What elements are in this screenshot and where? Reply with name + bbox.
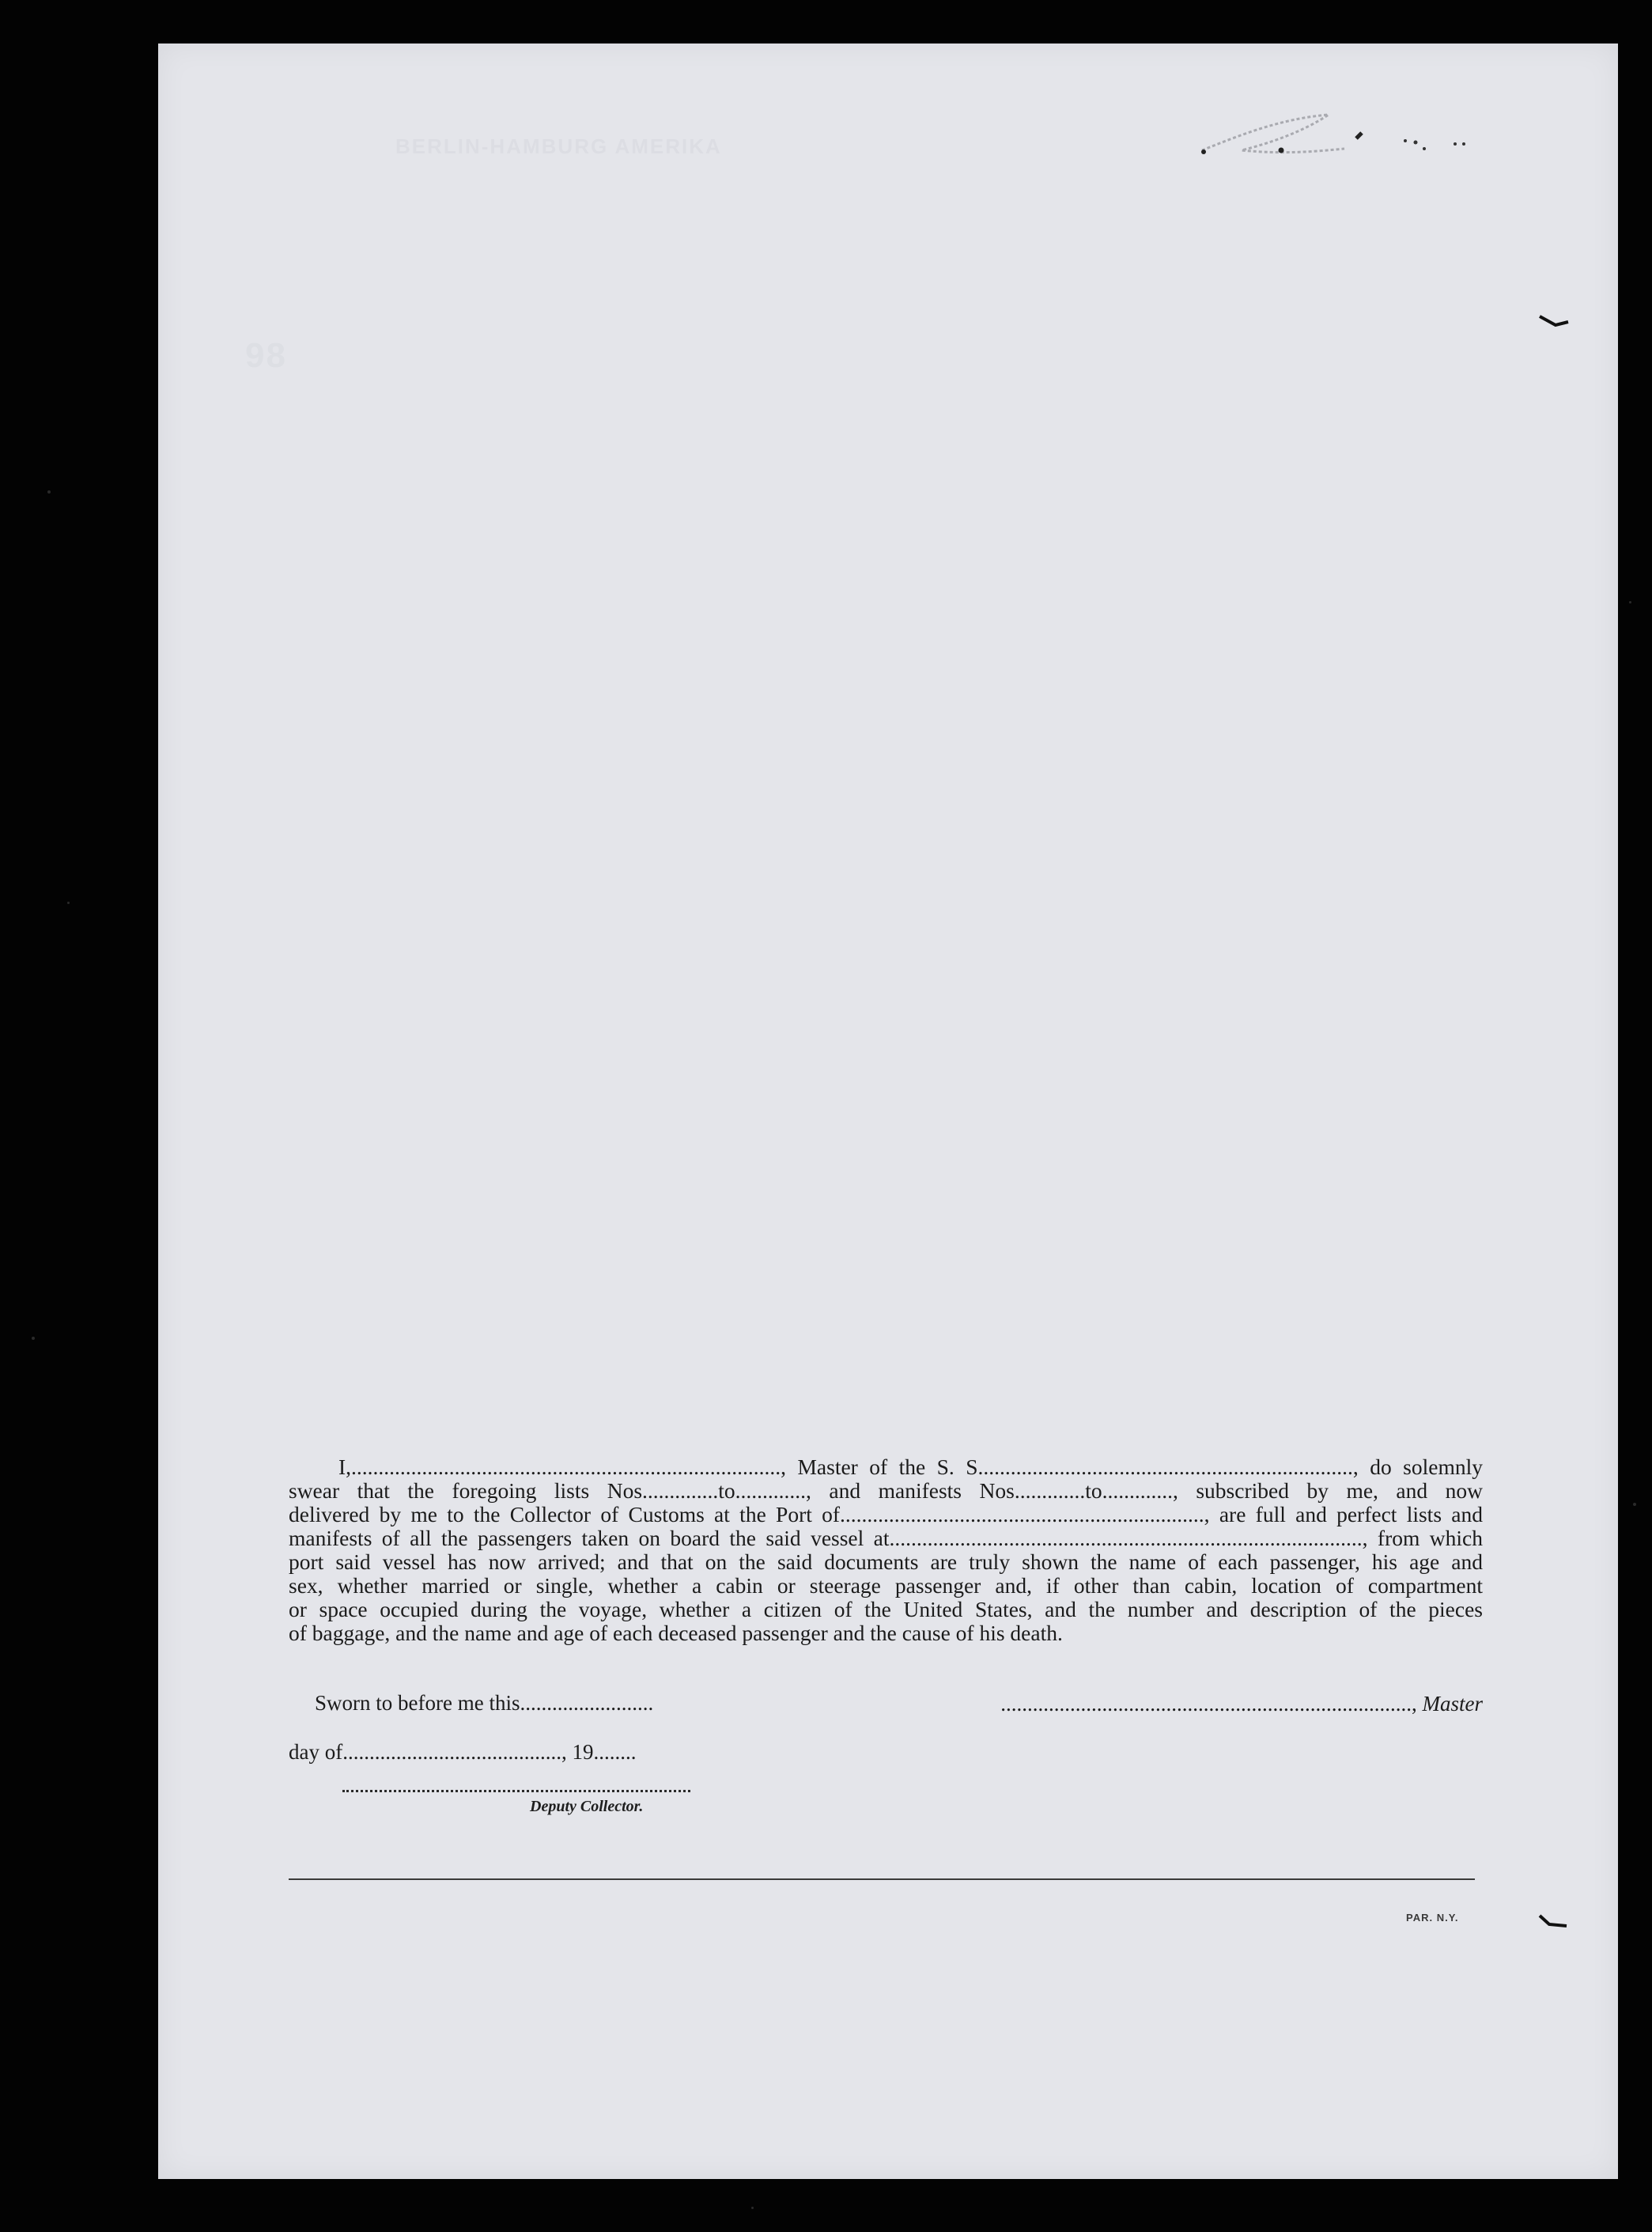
oath-line: swear that the foregoing lists Nos..............to............., and manifests Nos.............to............., subscribed by me, and now — [289, 1478, 1483, 1503]
edge-mark — [1538, 312, 1570, 336]
deputy-signature-line — [342, 1779, 690, 1792]
deputy-collector-label: Deputy Collector. — [530, 1798, 644, 1815]
scan-dust — [47, 490, 51, 494]
sworn-before-line: Sworn to before me this......................... — [315, 1691, 654, 1715]
day-of-line: day of........................................., 19........ — [289, 1740, 637, 1764]
master-signature-line — [991, 1692, 1483, 1716]
document-page — [158, 44, 1618, 2179]
oath-line: of baggage, and the name and age of each deceased passenger and the cause of his death. — [289, 1621, 1063, 1645]
bleed-through-text: BERLIN-HAMBURG AMERIKA — [395, 134, 722, 158]
scan-dust — [1633, 1503, 1636, 1506]
oath-paragraph — [289, 1455, 1483, 1645]
master-signature-dots: ............................................................................., — [1000, 1692, 1417, 1716]
oath-line: sex, whether married or single, whether a cabin or steerage passenger and, if other than cabin, location of compartment — [289, 1573, 1483, 1598]
oath-line: I,..............................................................................., Master of the S. S....................................................................., do solemnly — [338, 1455, 1483, 1479]
scan-dust — [32, 1337, 35, 1340]
handwritten-scribble — [1194, 87, 1637, 174]
oath-line: manifests of all the passengers taken on board the said vessel at......................................................................................., from which — [289, 1526, 1483, 1550]
scan-dust — [751, 2207, 754, 2209]
scan-dust — [67, 902, 70, 904]
oath-line: delivered by me to the Collector of Customs at the Port of..................................................................., are full and perfect lists and — [289, 1502, 1483, 1526]
oath-line: or space occupied during the voyage, whether a citizen of the United States, and the number and description of the pieces — [289, 1597, 1483, 1621]
scan-dust — [1629, 601, 1631, 603]
oath-line: port said vessel has now arrived; and that on the said documents are truly shown the name of each passenger, his age and — [289, 1549, 1483, 1574]
horizontal-rule — [289, 1878, 1475, 1880]
edge-mark — [1538, 1912, 1570, 1935]
printer-imprint: PAR. N.Y. — [1406, 1912, 1459, 1924]
master-label: Master — [1422, 1692, 1483, 1716]
bleed-through-number: 98 — [245, 336, 287, 375]
